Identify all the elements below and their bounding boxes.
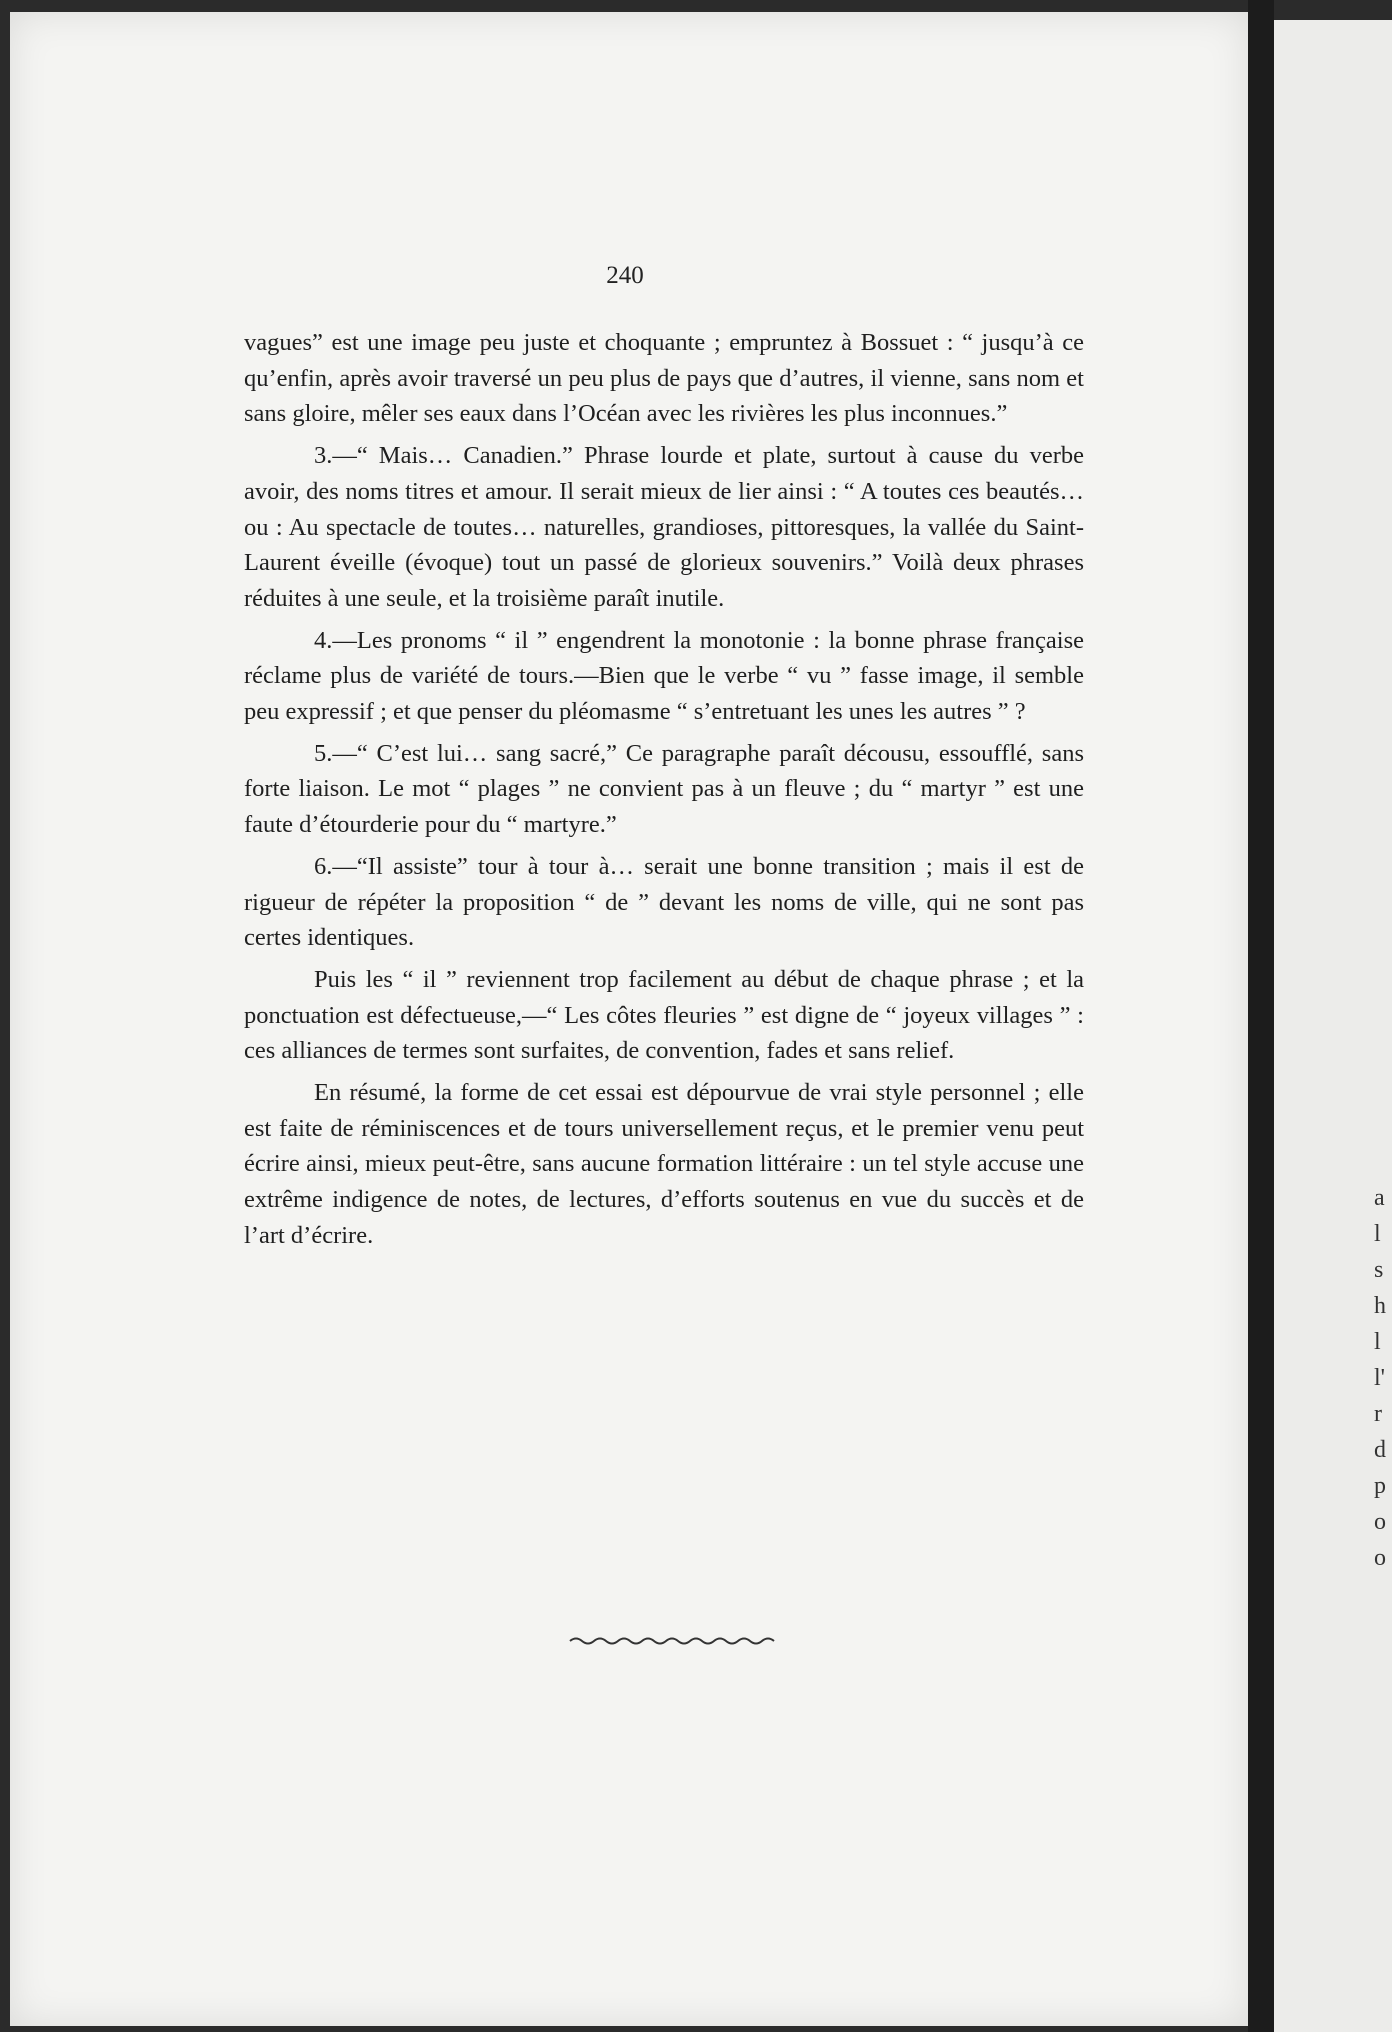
end-ornament (568, 1634, 778, 1648)
paragraph: 6.—“Il assiste” tour à tour à… serait une bonne transition ; mais il est de rigueur de répéter la proposition “ de ” devant les noms de ville, qui ne sont pas certes identiques. (244, 852, 1084, 952)
facing-page-letters (1374, 1180, 1392, 1576)
paragraph: 3.—“ Mais… Canadien.” Phrase lourde et plate, surtout à cause du verbe avoir, des noms titres et amour. Il serait mieux de lier ainsi : “ A toutes ces beautés… ou : Au spectacle de toutes… naturelles, grandioses, pittoresques, la vallée du Saint-Laurent éveille (évoque) tout un passé de glorieux souvenirs.” Voilà deux phrases réduites à une seule, et la troisième paraît inutile. (244, 442, 1084, 612)
edge-letter: p (1374, 1473, 1386, 1499)
paragraph: 4.—Les pronoms “ il ” engendrent la monotonie : la bonne phrase française réclame plus de variété de tours.—Bien que le verbe “ vu ” fasse image, il semble peu expressif ; et que penser du pléomasme “ s’entretuant les unes les autres ” ? (244, 626, 1084, 726)
paragraph: 5.—“ C’est lui… sang sacré,” Ce paragraphe paraît décousu, essoufflé, sans forte liaison. Le mot “ plages ” ne convient pas à un fleuve ; du “ martyr ” est une faute d’étourderie pour du “ martyre.” (244, 739, 1084, 839)
facing-page-edge (1274, 20, 1392, 2032)
paragraph: En résumé, la forme de cet essai est dépourvue de vrai style personnel ; elle est faite de réminiscences et de tours universellement reçus, et le premier venu peut écrire ainsi, mieux peut-être, sans aucune formation littéraire : un tel style accuse une extrême indigence de notes, de lectures, d’efforts soutenus en vue du succès et de l’art d’écrire. (244, 1079, 1084, 1249)
edge-letter: h (1374, 1293, 1386, 1319)
edge-letter: d (1374, 1437, 1386, 1463)
paragraph: Puis les “ il ” reviennent trop facilement au début de chaque phrase ; et la ponctuation est défectueuse,—“ Les côtes fleuries ” est digne de “ joyeux villages ” : ces alliances de termes sont surfaites, de convention, fades et sans relief. (244, 965, 1084, 1065)
edge-letter: s (1374, 1257, 1384, 1283)
edge-letter: l (1374, 1329, 1381, 1355)
page-number: 240 (606, 262, 644, 289)
edge-letter: r (1374, 1401, 1382, 1427)
body-text (244, 325, 1084, 1254)
edge-letter: o (1374, 1509, 1386, 1535)
edge-letter: o (1374, 1545, 1386, 1571)
edge-letter: a (1374, 1185, 1385, 1211)
book-gutter (1248, 0, 1274, 2032)
paragraph: vagues” est une image peu juste et choquante ; empruntez à Bossuet : “ jusqu’à ce qu’enfin, après avoir traversé un peu plus de pays que d’autres, il vienne, sans nom et sans gloire, mêler ses eaux dans l’Océan avec les rivières les plus inconnues.” (244, 329, 1084, 428)
edge-letter: l' (1374, 1365, 1385, 1391)
edge-letter: l (1374, 1221, 1381, 1247)
